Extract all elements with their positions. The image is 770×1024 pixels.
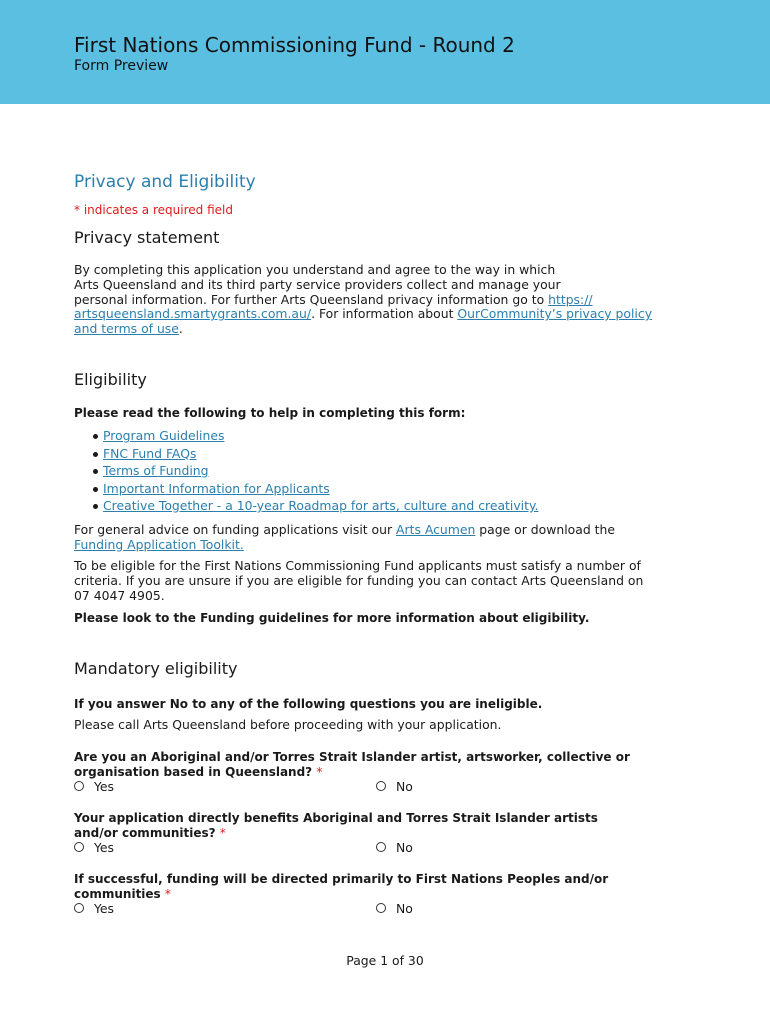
required-asterisk: * [164, 886, 171, 901]
funding-advice-line-1 [74, 523, 694, 538]
radio-circle-icon[interactable] [74, 842, 84, 852]
advice-pre-text: For general advice on funding applications visit our [74, 522, 397, 537]
privacy-statement [74, 263, 694, 337]
ourcommunity-privacy-link-part-2[interactable]: and terms of use [74, 321, 179, 337]
criteria-line-3: 07 4047 4905. [74, 587, 165, 603]
page-header [0, 0, 770, 104]
required-asterisk: * [219, 825, 226, 840]
q2-no-label: No [396, 840, 413, 855]
question-text: organisation based in Queensland? [74, 764, 313, 779]
radio-circle-icon[interactable] [376, 903, 386, 913]
smartygrants-link-part-1[interactable]: https:// [548, 291, 593, 307]
q2-no-option[interactable] [376, 841, 413, 855]
call-arts-queensland-note: Please call Arts Queensland before proceeding with your application. [74, 717, 502, 732]
question-line-1: Your application directly benefits Aboriginal and Torres Strait Islander artists [74, 811, 598, 825]
required-field-note: * indicates a required field [74, 203, 233, 217]
fnc-fund-faqs-link[interactable]: FNC Fund FAQs [103, 445, 197, 461]
criteria-line-2: criteria. If you are unsure if you are eligible for funding you can contact Arts Queensland on [74, 572, 644, 588]
privacy-line-2: Arts Queensland and its third party service providers collect and manage your [74, 276, 561, 292]
list-item [103, 497, 538, 515]
guideline-links-list [74, 427, 538, 515]
privacy-end-text: . [178, 321, 183, 337]
privacy-line-4 [74, 307, 694, 322]
form-subtitle: Form Preview [74, 58, 169, 74]
mandatory-eligibility-heading: Mandatory eligibility [74, 659, 238, 678]
smartygrants-link-part-2[interactable]: artsqueensland.smartygrants.com.au/ [74, 306, 312, 322]
q2-yes-label: Yes [94, 840, 115, 855]
question-line-1: Are you an Aboriginal and/or Torres Strait Islander artist, artsworker, collective or [74, 750, 630, 764]
criteria-line-1: To be eligible for the First Nations Commissioning Fund applicants must satisfy a number of [74, 558, 641, 573]
privacy-heading: Privacy statement [74, 228, 220, 247]
question-text: and/or communities? [74, 825, 216, 840]
privacy-line-3-text: personal information. For further Arts Queensland privacy information go to [74, 291, 549, 307]
advice-mid-text: page or download the [475, 522, 615, 537]
question-line-1: If successful, funding will be directed primarily to First Nations Peoples and/or [74, 872, 609, 886]
program-guidelines-link[interactable]: Program Guidelines [103, 428, 225, 443]
privacy-line-5 [74, 322, 694, 337]
q3-no-option[interactable] [376, 902, 413, 916]
page-number: Page 1 of 30 [346, 953, 424, 968]
list-item [103, 427, 538, 445]
q1-no-label: No [396, 779, 413, 794]
section-title: Privacy and Eligibility [74, 172, 256, 192]
list-item [103, 445, 538, 463]
question-aboriginal-artist [74, 750, 694, 780]
list-item [103, 462, 538, 480]
privacy-line-3 [74, 293, 694, 308]
ourcommunity-privacy-link-part-1[interactable]: OurCommunity’s privacy policy [457, 306, 653, 322]
funding-toolkit-link[interactable]: Funding Application Toolkit. [74, 536, 244, 552]
arts-acumen-link[interactable]: Arts Acumen [396, 522, 476, 537]
funding-advice [74, 523, 694, 553]
q3-yes-label: Yes [94, 901, 115, 916]
question-funding-directed [74, 872, 694, 902]
question-benefits-communities [74, 811, 694, 841]
radio-circle-icon[interactable] [376, 842, 386, 852]
radio-circle-icon[interactable] [376, 781, 386, 791]
q3-no-label: No [396, 901, 413, 916]
q1-no-option[interactable] [376, 780, 413, 794]
list-item [103, 480, 538, 498]
privacy-line-1: By completing this application you understand and agree to the way in which [74, 262, 556, 277]
q3-yes-option[interactable] [74, 902, 114, 916]
important-information-link[interactable]: Important Information for Applicants [103, 480, 330, 496]
radio-circle-icon[interactable] [74, 903, 84, 913]
required-asterisk: * [316, 764, 323, 779]
creative-together-link[interactable]: Creative Together - a 10-year Roadmap for arts, culture and creativity. [103, 498, 539, 513]
ineligible-warning: If you answer No to any of the following questions you are ineligible. [74, 697, 543, 711]
radio-circle-icon[interactable] [74, 781, 84, 791]
q1-yes-label: Yes [94, 779, 115, 794]
eligibility-criteria [74, 559, 694, 603]
eligibility-heading: Eligibility [74, 370, 147, 389]
q2-yes-option[interactable] [74, 841, 114, 855]
q1-yes-option[interactable] [74, 780, 114, 794]
funding-advice-line-2 [74, 538, 694, 553]
guidelines-note: Please look to the Funding guidelines for more information about eligibility. [74, 611, 590, 625]
question-text: communities [74, 886, 161, 901]
terms-of-funding-link[interactable]: Terms of Funding [103, 463, 209, 478]
eligibility-intro: Please read the following to help in completing this form: [74, 406, 466, 420]
question-line-2 [74, 826, 694, 841]
form-title: First Nations Commissioning Fund - Round 2 [74, 33, 515, 57]
privacy-mid-text: . For information about [311, 306, 458, 322]
question-line-2 [74, 887, 694, 902]
question-line-2 [74, 765, 694, 780]
